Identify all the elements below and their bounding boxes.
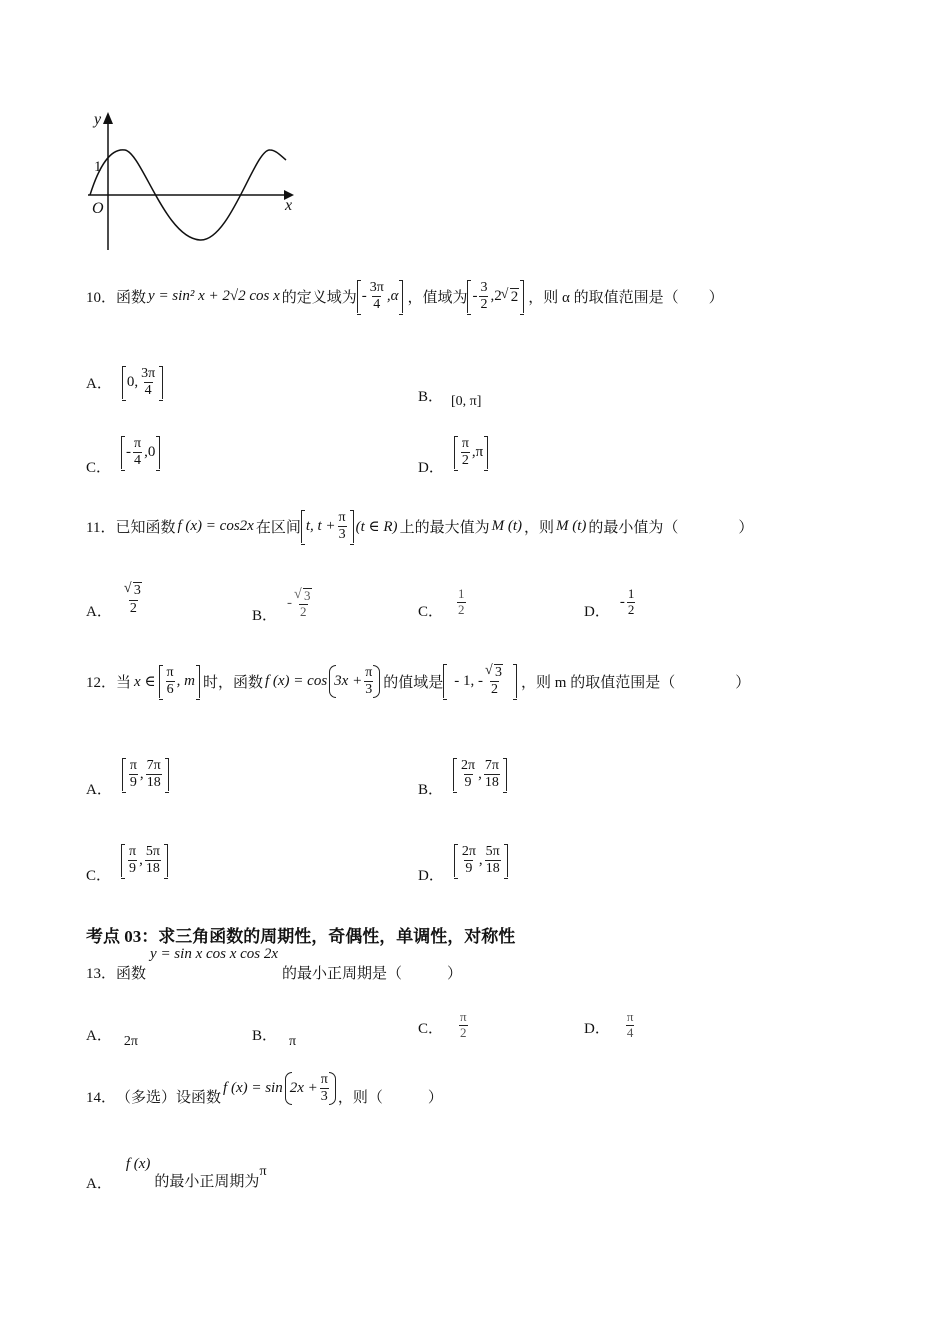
q12-argument	[329, 665, 380, 698]
q12-option-a[interactable]	[86, 750, 169, 799]
q13-option-b[interactable]	[252, 1024, 296, 1050]
q11-number: 11．	[86, 520, 116, 537]
q11-c-num: 1	[458, 586, 465, 602]
q12-range-sqrt: √ 3	[494, 664, 503, 681]
q13-function: y = sin x cos x cos 2x	[150, 946, 279, 962]
q10-range-right: ,2	[490, 288, 502, 305]
q12-a-d2: 18	[146, 775, 161, 790]
q14-option-a[interactable]	[86, 1156, 267, 1193]
q11-b-den: 2	[300, 603, 307, 619]
q13-c-frac	[459, 1010, 468, 1041]
q13-d-label: D．	[584, 1020, 610, 1037]
q10-range-sqrt: √ 2	[510, 288, 520, 306]
q12-arg-num: π	[365, 664, 373, 680]
q10-a-interval	[122, 366, 163, 399]
sine-graph	[80, 108, 310, 258]
q10-domain-num: 3π	[369, 280, 384, 295]
q10-pre: 函数	[116, 290, 147, 307]
q10-function: y = sin² x + 2√2 cos x	[148, 288, 280, 305]
q12-b-d1: 9	[464, 775, 472, 790]
q12-interval	[159, 665, 200, 698]
q12-d-interval: $\frac{2\pi}{9}$ , $\frac{5\pi}{18}$	[454, 844, 508, 877]
q12-x-in: x ∈	[134, 673, 156, 690]
q14-argument	[285, 1072, 336, 1105]
q12-b-n2: 7π	[484, 757, 499, 773]
question-13	[86, 946, 462, 983]
q12-option-d[interactable]	[418, 836, 508, 885]
q12-a-label: A．	[86, 782, 112, 798]
q11-interval-left: t, t +	[305, 518, 336, 535]
graph-y-label: y	[94, 111, 102, 128]
q10-option-a[interactable]	[86, 366, 163, 399]
q10-option-d[interactable]	[418, 428, 488, 477]
q12-a-frac2	[146, 758, 162, 791]
q12-a-n1: π	[129, 757, 137, 773]
q11-d-label: D．	[584, 604, 610, 620]
q10-c-label: C．	[86, 460, 112, 476]
q12-b-interval: $\frac{2\pi}{9}$ , $\frac{7\pi}{18}$	[453, 758, 507, 791]
q10-option-b[interactable]	[418, 380, 481, 410]
q10-b-label: B．	[418, 388, 444, 405]
q10-b-text: [0, π]	[451, 394, 482, 409]
question-10	[86, 280, 724, 313]
q13-pre: 函数	[116, 966, 147, 982]
q12-c-d2: 18	[145, 861, 160, 876]
q13-a-text: 2π	[123, 1034, 138, 1049]
q13-c-den: 2	[460, 1024, 467, 1040]
q12-b-n1: 2π	[461, 757, 476, 773]
q10-range-den: 2	[480, 297, 488, 313]
q10-domain-den: 4	[373, 297, 381, 313]
q14-a-function: f (x)	[125, 1156, 151, 1172]
q14-pre: （多选）设函数	[116, 1090, 222, 1106]
q10-domain-frac	[369, 280, 385, 313]
q10-range	[467, 280, 524, 313]
q12-interval-den: 6	[166, 681, 174, 697]
q11-interval	[301, 510, 354, 543]
q10-range-num: 3	[480, 280, 488, 295]
q10-a-left: 0,	[126, 374, 139, 391]
question-14	[86, 1070, 443, 1107]
q11-mid1: 在区间	[255, 520, 301, 537]
q12-c-n1: π	[129, 843, 137, 859]
q14-a-label: A．	[86, 1176, 112, 1192]
q14-arg-text: 2x +	[289, 1080, 318, 1096]
q11-a-sqrt: √ 3	[133, 582, 142, 599]
q12-a-d1: 9	[129, 775, 137, 790]
q12-a-interval: $\frac{\pi}{9}$ , $\frac{7\pi}{18}$	[122, 758, 169, 791]
q13-b-label: B．	[252, 1028, 278, 1044]
q10-c-frac	[133, 436, 142, 469]
q11-a-den: 2	[129, 600, 137, 616]
q12-option-c[interactable]	[86, 836, 168, 885]
q12-b-frac2	[484, 758, 500, 791]
q14-function: f (x) = sin	[223, 1080, 283, 1096]
q11-mid2: 上的最大值为	[399, 520, 490, 537]
q10-post: ，则 α 的取值范围是（ ）	[528, 290, 724, 307]
graph-tick-1: 1	[94, 159, 102, 175]
q10-c-left: -	[126, 444, 132, 460]
q11-mt-1: M (t)	[491, 518, 522, 535]
q12-mid2: 的值域是	[383, 674, 444, 691]
graph-x-label: x	[285, 197, 293, 214]
q11-d-num: 1	[627, 586, 635, 602]
q12-option-b[interactable]	[418, 750, 507, 799]
q12-mid1: 时，函数	[202, 674, 263, 691]
q12-b-d2: 18	[484, 775, 499, 790]
q14-arg-num: π	[320, 1071, 328, 1087]
q12-c-n2: 5π	[145, 843, 160, 859]
q11-pre: 已知函数	[115, 520, 176, 537]
q11-option-d[interactable]	[584, 584, 637, 621]
q13-option-a[interactable]	[86, 1024, 138, 1050]
q10-range-frac	[479, 280, 488, 313]
q14-number: 14．	[86, 1090, 117, 1106]
q13-c-label: C．	[418, 1020, 444, 1037]
q12-arg-den: 3	[365, 681, 373, 697]
q12-range-left: - 1, -	[454, 672, 484, 689]
q11-interval-frac	[338, 510, 347, 543]
q10-number: 10．	[86, 290, 117, 307]
q12-c-label: C．	[86, 868, 112, 884]
q14-arg-frac	[320, 1072, 329, 1105]
q13-number: 13．	[86, 966, 117, 982]
q12-d-frac1	[461, 844, 477, 877]
q10-c-num: π	[134, 435, 142, 451]
q10-mid1: 的定义域为	[281, 290, 357, 307]
q10-d-frac	[461, 436, 470, 469]
q13-d-frac	[626, 1010, 635, 1041]
q10-domain-left: -	[361, 288, 367, 305]
q12-d-n1: 2π	[461, 843, 476, 859]
q11-b-sign: -	[287, 595, 293, 611]
q13-a-label: A．	[86, 1028, 112, 1044]
q11-option-b[interactable]	[252, 582, 315, 625]
q12-post: ，则 m 的取值范围是（ ）	[521, 674, 751, 691]
q10-domain-right: ,α	[386, 288, 399, 305]
q11-b-sqrt: √ 3	[303, 588, 312, 604]
q11-interval-den: 3	[338, 527, 346, 543]
q12-interval-right: , m	[176, 672, 195, 689]
q12-arg-frac	[364, 665, 373, 698]
q12-interval-frac	[166, 665, 175, 698]
q12-a-n2: 7π	[146, 757, 161, 773]
q12-d-d2: 18	[485, 861, 500, 876]
q11-option-a[interactable]	[86, 578, 145, 621]
q10-mid2: ，值域为	[407, 290, 468, 307]
q10-d-right: ,π	[471, 444, 484, 460]
q12-arg-text: 3x +	[334, 672, 363, 689]
q10-c-right: ,0	[144, 444, 156, 460]
q13-option-c[interactable]	[418, 1010, 470, 1041]
q12-function: f (x) = cos	[264, 672, 328, 689]
q11-function: f (x) = cos2x	[177, 518, 254, 535]
q10-c-den: 4	[134, 453, 142, 468]
q10-d-interval	[454, 436, 488, 469]
q12-a-frac1	[129, 758, 138, 791]
q13-option-d[interactable]	[584, 1010, 636, 1041]
q12-b-frac1	[460, 758, 476, 791]
q11-post: 的最小值为（ ）	[588, 520, 754, 537]
q11-b-label: B．	[252, 608, 278, 624]
q14-a-pi: π	[259, 1164, 267, 1179]
q11-d-frac	[627, 587, 636, 618]
q13-d-den: 4	[626, 1024, 634, 1040]
q12-d-frac2	[485, 844, 501, 877]
q11-mt-2: M (t)	[556, 518, 587, 535]
q10-range-left: -	[472, 288, 478, 305]
q12-range	[443, 664, 517, 698]
q10-a-den: 4	[144, 383, 152, 399]
q13-c-num: π	[460, 1009, 467, 1024]
q13-b-text: π	[289, 1034, 297, 1049]
q11-c-den: 2	[458, 602, 465, 617]
q14-post: ，则（ ）	[337, 1090, 443, 1106]
q11-a-label: A．	[86, 604, 112, 620]
q14-arg-den: 3	[320, 1089, 328, 1104]
q12-c-interval: $\frac{\pi}{9}$ , $\frac{5\pi}{18}$	[121, 844, 168, 877]
graph-origin-label: O	[92, 200, 104, 217]
q13-post: 的最小正周期是（ ）	[282, 966, 463, 982]
q11-d-den: 2	[627, 602, 635, 617]
q11-mid3: ，则	[523, 520, 554, 537]
q10-a-label: A．	[86, 376, 112, 393]
q12-d-label: D．	[418, 868, 444, 884]
section-heading: 考点 03：求三角函数的周期性，奇偶性，单调性，对称性	[86, 927, 516, 946]
q12-range-frac	[485, 664, 504, 698]
q11-condition: (t ∈ R)	[355, 519, 398, 536]
q10-domain	[357, 280, 404, 313]
question-12	[86, 664, 750, 698]
q12-number: 12．	[86, 674, 117, 691]
q12-interval-num: π	[166, 664, 174, 680]
q11-c-frac	[457, 587, 466, 618]
q12-c-frac1	[128, 844, 137, 877]
question-11	[86, 510, 753, 543]
q10-d-den: 2	[461, 453, 469, 468]
q12-d-n2: 5π	[485, 843, 500, 859]
q11-interval-num: π	[338, 510, 346, 525]
q12-pre: 当	[116, 674, 132, 691]
q12-c-frac2	[145, 844, 161, 877]
q10-c-interval	[121, 436, 160, 469]
q12-d-d1: 9	[465, 861, 473, 876]
q11-c-label: C．	[418, 604, 444, 620]
q12-b-label: B．	[418, 782, 444, 798]
q13-d-num: π	[626, 1009, 634, 1024]
q14-a-text: 的最小正周期为	[154, 1174, 260, 1190]
q10-d-num: π	[461, 435, 469, 451]
q10-a-frac	[140, 366, 156, 399]
q12-c-d1: 9	[129, 861, 137, 876]
q10-option-c[interactable]	[86, 428, 160, 477]
q11-d-sign: -	[619, 594, 625, 610]
q11-option-c[interactable]	[418, 584, 468, 621]
q11-b-frac	[294, 588, 313, 620]
q10-d-label: D．	[418, 460, 444, 476]
q11-a-frac	[124, 582, 143, 616]
q10-a-num: 3π	[141, 366, 156, 381]
q12-range-den: 2	[491, 682, 499, 698]
